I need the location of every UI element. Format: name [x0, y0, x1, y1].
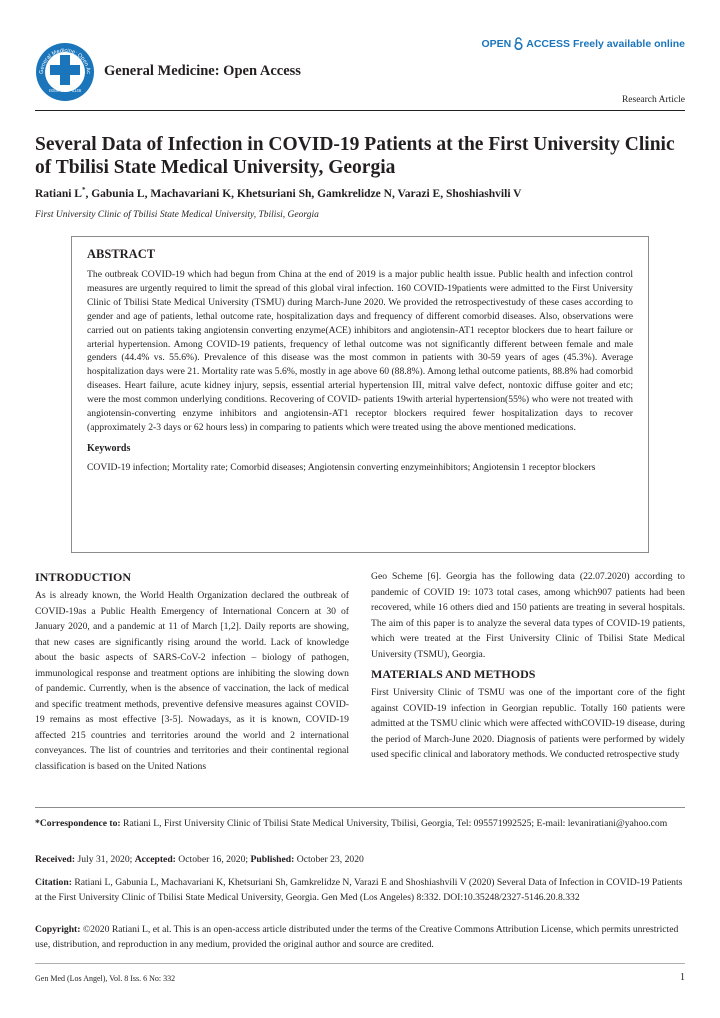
accepted-label: Accepted:	[134, 854, 176, 865]
keywords-text: COVID-19 infection; Mortality rate; Comorbid diseases; Angiotensin converting enzymeinhibitors; Angiotensin 1 receptor blockers	[87, 461, 596, 473]
accepted-date: October 16, 2020;	[175, 854, 251, 865]
citation-text: Ratiani L, Gabunia L, Machavariani K, Khetsuriani Sh, Gamkrelidze N, Varazi E and Shoshiashvili V (2020) Several Data of Infection in COVID-19 Patients at the First University Clinic of Tbilisi State Medical University, Georgia. Gen Med (Los Angeles) 8:332. DOI:10.35248/2327-5146.20.8.332	[35, 877, 683, 903]
journal-logo	[35, 42, 95, 102]
citation-label: Citation:	[35, 877, 72, 888]
abstract-box	[71, 236, 649, 553]
corresponding-mark: *	[81, 186, 86, 194]
left-column	[35, 569, 349, 774]
lock-icon	[514, 37, 523, 50]
logo-ring-text: General Medicine: Open Ac	[38, 47, 92, 75]
logo-issn: ISSN: 2327-5146	[48, 88, 82, 93]
open-access-prefix: OPEN	[481, 37, 512, 50]
correspondence-note	[35, 816, 685, 831]
introduction-continued: Geo Scheme [6]. Georgia has the following data (22.07.2020) according to pandemic of COVID 19: 1073 total cases, among which907 patients had been recovered, while 16 others died and 150 patients are treating in several hospitals. The aim of this paper is to analyze the several data types of COVID-19 patients, which were treated at the First University Clinic of Tbilisi State Medical University (TSMU), Georgia.	[371, 571, 685, 660]
copyright-label: Copyright:	[35, 924, 81, 935]
copyright-note	[35, 922, 685, 952]
open-access-badge	[482, 37, 686, 50]
header-divider	[35, 110, 685, 111]
received-date: July 31, 2020;	[75, 854, 135, 865]
received-label: Received:	[35, 854, 76, 865]
methods-text: First University Clinic of TSMU was one of the important core of the fight against COVID-19 infection in Georgian republic. Totally 160 patients were admitted at the TSMU clinic which were affected withCOVID-19 disease, during the period of March-June 2020. Diagnosis of patients were performed by widely used specific clinical and laboratory methods. We conducted retrospective study	[371, 687, 685, 760]
correspondence-text: Ratiani L, First University Clinic of Tbilisi State Medical University, Tbilisi, Georgia, Tel: 095571992525; E-mail: levaniratiani@yahoo.com	[120, 818, 668, 829]
page-footer-divider	[35, 963, 685, 964]
introduction-text: As is already known, the World Health Organization declared the outbreak of COVID-19as a Public Health Emergency of International Concern at 30 of January 2020, and a pandemic at 11 of March [1,2]. Daily reports are showing, that new cases are significantly rising around the world. Lack of knowledge about the basic aspects of SARS-CoV-2 infection – biology of pathogen, immunological response and treatment options are inhibiting the slowing down of pandemic. Currently, when is the absence of vaccination, the lack of medical and specific treatment methods, preventive defensive measures against COVID-19 remains as most effective [3-5]. Nowadays, as it is known, COVID-19 affected 215 countries and territories around the world and 2 international conveyances. The list of countries and territories and their continental regional classification is based on the United Nations	[35, 590, 349, 772]
dates-note	[35, 852, 685, 867]
published-label: Published:	[250, 854, 295, 865]
affiliation: First University Clinic of Tbilisi State Medical University, Tbilisi, Georgia	[35, 210, 319, 220]
journal-name: General Medicine: Open Access	[104, 63, 301, 79]
article-type: Research Article	[621, 95, 685, 105]
keywords-heading: Keywords	[87, 442, 131, 454]
open-access-suffix: ACCESS Freely available online	[526, 37, 685, 50]
other-authors: , Gabunia L, Machavariani K, Khetsuriani Sh, Gamkrelidze N, Varazi E, Shoshiashvili V	[85, 187, 522, 200]
page-number: 1	[680, 972, 685, 983]
correspondence-label: *Correspondence to:	[35, 818, 121, 829]
abstract-heading: ABSTRACT	[87, 247, 156, 261]
footnote-divider	[35, 807, 685, 808]
first-author: Ratiani L	[35, 187, 82, 200]
right-column	[371, 569, 685, 763]
published-date: October 23, 2020	[294, 854, 364, 865]
citation-note	[35, 875, 685, 905]
page-footer-info: Gen Med (Los Angel), Vol. 8 Iss. 6 No: 332	[35, 974, 176, 983]
methods-heading: MATERIALS AND METHODS	[371, 667, 536, 681]
copyright-text: ©2020 Ratiani L, et al. This is an open-access article distributed under the terms of the Creative Commons Attribution License, which permits unrestricted use, distribution, and reproduction in any medium, provided the original author and source are credited.	[35, 924, 679, 950]
abstract-text: The outbreak COVID-19 which had begun from China at the end of 2019 is a major public health issue. Public health and infection control measures are urgently required to limit the spread of this global viral infection. 160 COVID-19patients were admitted to the First University Clinic of Tbilisi State Medical University (TSMU) during March-June 2020. We provided the retrospectivestudy of these cases according to gender and age of patients, lethal outcome rate, hospitalization days and frequency of different comorbid diseases. Also, observations were carried out on patients taking angiotensin converting enzyme(ACE) inhibitors and angiotensin-AT1 receptor blockers due to heart failure or arterial hypertension. Among COVID-19 patients, frequency of lethal outcome was not significantly different between female and male genders (44.4% vs. 55.6%). Prevalence of this disease was the most common in patients with 30-59 years of ages (45.3%). Average hospitalization days were 21. Mortality rate was 5.6%, mostly in age above 60 (88.8%). Among lethal outcome patients, 88.8% had comorbid diseases. Heart failure, acute kidney injury, sepsis, essential arterial hypertension III, mitral valve defect, nontoxic diffuse goiter and etc; were the most common underlying conditions. Recovering of COVID- patients 19with arterial hypertension(55%) who were not treated with angiotensin-converting enzyme inhibitors and angiotensin-AT1 receptor blockers required fewer hospitalization days to recover (approximately 2-3 days or 62 hours less) in comparing to patients which were treated using the above mentioned medications.	[87, 269, 633, 433]
introduction-heading: INTRODUCTION	[35, 570, 132, 584]
article-title: Several Data of Infection in COVID-19 Patients at the First University Clinic of Tbilisi State Medical University, Georgia	[35, 134, 675, 178]
author-list	[35, 186, 685, 200]
